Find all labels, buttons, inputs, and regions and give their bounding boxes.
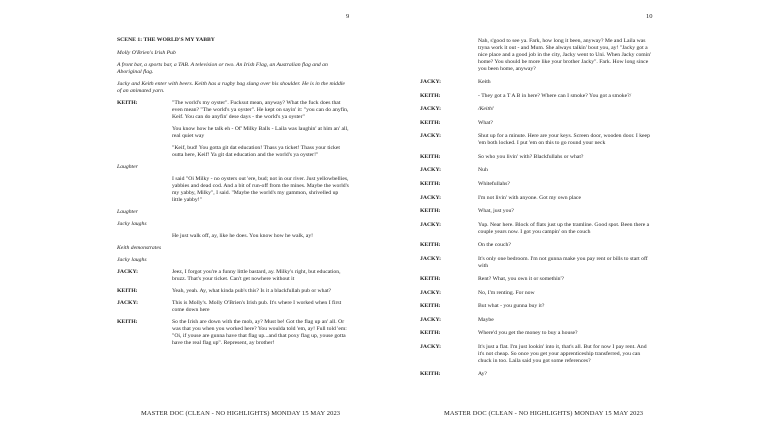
dialogue-block: [420, 290, 654, 304]
scene-heading: SCENE 1: THE WORLD'S MY YABBY: [117, 37, 215, 43]
dialogue-continuation: "Keif, bud! You gotta git dat education! Thass ya ticket! Thass your ticket outta here, Keif! Ya git dat education and the world's ya oyster!": [172, 145, 340, 158]
dialogue-continuation: I said "Oi Milky - no oysters out 'ere, bud; not in our river. Just yellowbellies, yabbies and dead cod. And a bit of run-off from the mines. Maybe the world's my yabby, Milky", I said. "Maybe the world's my gammon, shrivelled up little yabby!": [172, 176, 349, 203]
speaker-name: JACKY:: [420, 221, 441, 228]
dialogue-text: Yup. Near here. Block of flats just up the tramline. Good spot. Been there a couple years now. I got you campin' on the couch: [478, 221, 650, 235]
dialogue-text: So the Irish are down with the mob, ay? Must be! Got the flag up an' all. Or was that you when you worked here? You woulda told 'em, ay! Full told 'em: "Oi, if youse are gunna have that flag up...and that poxy flag up, youse gotta have the real flag up". Represent, ay brother!: [172, 319, 347, 346]
speaker-name: KEITH:: [420, 119, 441, 126]
dialogue-text: This is Molly's. Molly O'Brien's Irish pub. It's where I worked when I first come down here: [172, 300, 342, 313]
speaker-name: JACKY:: [420, 344, 441, 351]
dialogue-block: [420, 276, 654, 290]
speaker-name: JACKY:: [420, 133, 441, 140]
speaker-name: JACKY:: [420, 289, 441, 296]
stage-direction: Keith demonstrates: [117, 245, 162, 251]
speaker-name: JACKY:: [420, 106, 441, 113]
dialogue-continuation: He just walk off, ay, like he does. You know how he walk, ay!: [172, 233, 314, 239]
dialogue-block: [117, 319, 349, 347]
stage-direction: Laughter: [117, 164, 138, 170]
dialogue-block: [420, 317, 654, 331]
dialogue-block: [420, 344, 654, 371]
dialogue-text: /Keith!: [478, 106, 494, 113]
dialogue-text: What?: [478, 119, 493, 126]
dialogue-block: [420, 79, 654, 93]
dialogue-block: [420, 181, 654, 195]
speaker-name: KEITH:: [420, 276, 441, 283]
dialogue-text: Yeah, yeah. Ay, what kinda pub's this? Is it a blackfullah pub or what?: [172, 288, 332, 294]
dialogue-block: [420, 222, 654, 242]
script-page-right: [384, 0, 768, 432]
dialogue-block: [420, 256, 654, 276]
dialogue-block: [420, 120, 654, 134]
stage-direction: Jacky laughs: [117, 221, 147, 227]
script-blocks: [117, 81, 349, 347]
speaker-name: KEITH:: [420, 208, 441, 215]
dialogue-block: [117, 100, 349, 121]
dialogue-block: [420, 133, 654, 153]
dialogue-text: It's only one bedroom. I'm not gunna make you pay rent or bills to start off with: [478, 255, 648, 269]
speaker-name: JACKY:: [420, 167, 441, 174]
dialogue-block: [420, 106, 654, 120]
dialogue-text: - They got a T A B in here? Where can I smoke? You got a smoke?/: [478, 92, 632, 99]
dialogue-block: [420, 330, 654, 344]
speaker-name: KEITH:: [420, 92, 441, 99]
speaker-name: JACKY:: [420, 316, 441, 323]
speaker-name: JACKY:: [420, 255, 441, 262]
speaker-name: JACKY:: [117, 269, 138, 275]
dialogue-continuation: Nah, s'good to see ya. Fark, how long it been, anyway? Me and Laila was tryna work it out - and Mum. She always talkin' bout you, ay! "Jacky got a nice place and a good job in the city, Jacky went to Uni. When Jacky comin' home? You should be more like your brother Jacky". Fark. How long since you been home, anyway?: [478, 38, 652, 72]
dialogue-text: Ay?: [478, 371, 487, 378]
page-number: 9: [346, 13, 350, 20]
speaker-name: KEITH:: [420, 330, 441, 337]
dialogue-text: I'm not livin' with anyone. Got my own place: [478, 194, 581, 201]
dialogue-block: [117, 300, 349, 314]
stage-direction: Jacky and Keith enter with beers. Keith has a rugby bag slung over his shoulder. He is in the middle of an animated yarn.: [117, 81, 345, 94]
speaker-name: KEITH:: [420, 153, 441, 160]
speaker-name: KEITH:: [117, 288, 138, 294]
speaker-name: JACKY:: [420, 79, 441, 85]
stage-direction: Laughter: [117, 209, 138, 215]
dialogue-text: Rent? What, you own it or somethin'?: [478, 276, 565, 283]
location-line: Molly O'Brien's Irish Pub: [117, 50, 176, 56]
dialogue-block: [117, 288, 349, 295]
dialogue-text: Keith: [478, 79, 491, 85]
dialogue-block: [420, 371, 654, 385]
dialogue-block: [420, 208, 654, 222]
page-number: 10: [646, 13, 653, 20]
page-content: [420, 38, 654, 385]
speaker-name: KEITH:: [420, 303, 441, 310]
page-footer: MASTER DOC (CLEAN - NO HIGHLIGHTS) MONDAY 15 MAY 2023: [141, 410, 341, 417]
dialogue-text: On the couch?: [478, 242, 511, 249]
dialogue-text: Where'd you get the money to buy a house?: [478, 330, 578, 337]
dialogue-text: What, just you?: [478, 208, 514, 215]
speaker-name: KEITH:: [420, 242, 441, 249]
script-lines: [420, 79, 654, 385]
dialogue-text: No, I'm renting. For now: [478, 289, 535, 296]
scene-description: A front bar, a sports bar, a TAB. A television or two. An Irish Flag, an Australian flag and an Aboriginal flag.: [117, 62, 328, 75]
dialogue-block: [420, 93, 654, 107]
page-content: [117, 37, 349, 352]
dialogue-block: [420, 167, 654, 181]
dialogue-text: Maybe: [478, 316, 494, 323]
speaker-name: KEITH:: [117, 100, 138, 106]
speaker-name: JACKY:: [420, 194, 441, 201]
speaker-name: KEITH:: [420, 371, 441, 378]
dialogue-block: [420, 242, 654, 256]
dialogue-block: [420, 154, 654, 168]
dialogue-text: "The world's my oyster". Fucksut mean, anyway? What the fuck does that even mean? "The world's ya oyster". He kept on sayin' it: "you can do anyfin, Keif. You can do anyfin' dese days - the world's ya oyster": [172, 100, 349, 120]
dialogue-block: [117, 269, 349, 283]
dialogue-block: [420, 303, 654, 317]
dialogue-text: It's just a flat. I'm just lookin' into it, that's all. But for now I pay rent. And it's not cheap. So once you get your apprenticeship transferred, you can chuck in too. Laila said you got some references?: [478, 344, 647, 365]
dialogue-text: Shut up for a minute. Here are your keys. Screen door, wooden door. I keep 'em both locked. I put 'em on this to go round your neck: [478, 133, 650, 147]
dialogue-text: But what - you gunna buy it?: [478, 303, 545, 310]
dialogue-text: Whitefullahs?: [478, 180, 510, 187]
stage-direction: Jacky laughs: [117, 257, 147, 263]
dialogue-block: [420, 195, 654, 209]
dialogue-continuation: You know how he talk eh - Of' Milky Balls - Laila was laughin' at him an' all, real quiet way: [172, 126, 349, 139]
speaker-name: JACKY:: [117, 300, 138, 306]
speaker-name: KEITH:: [420, 180, 441, 187]
speaker-name: KEITH:: [117, 319, 138, 325]
dialogue-text: Jeez, I forgot you're a funny little bastard, ay. Milky's right, but education, bruzz. That's your ticket. Can't get nowhere without it: [172, 269, 341, 282]
page-footer: MASTER DOC (CLEAN - NO HIGHLIGHTS) MONDAY 15 MAY 2023: [444, 410, 644, 417]
dialogue-text: Nuh: [478, 167, 488, 174]
dialogue-text: So who you livin' with? Blackfullahs or what?: [478, 153, 584, 160]
